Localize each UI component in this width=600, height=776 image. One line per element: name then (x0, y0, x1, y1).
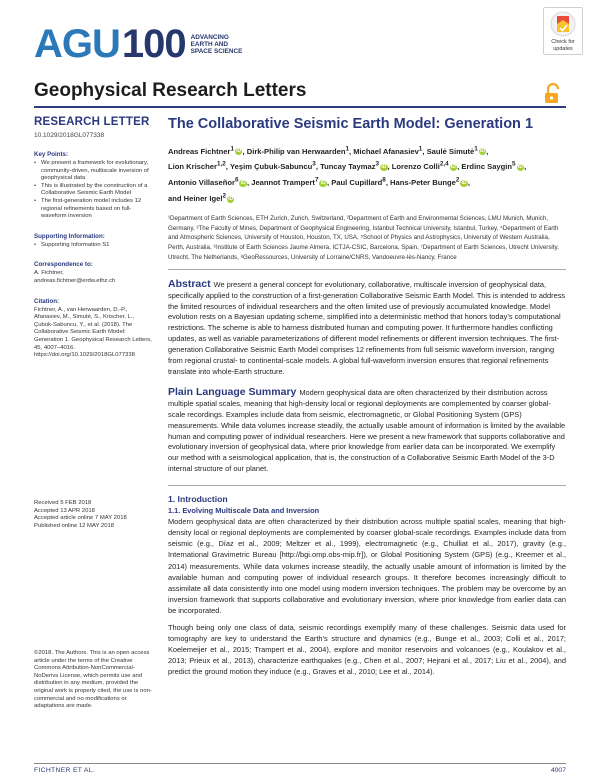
author: Dirk-Philip van Herwaarden$^1$, (246, 145, 354, 156)
author: Paul Cupillard$^8$, (331, 176, 391, 188)
author (168, 194, 234, 203)
author-name: Yeşim Çubuk-Sabuncu (230, 162, 313, 172)
supporting-info-list (34, 242, 152, 250)
footer-author: FICHTNER ET AL. (34, 767, 96, 774)
plain-language-summary (168, 386, 566, 475)
key-points-list (34, 160, 152, 221)
citation-heading: Citation: (34, 297, 60, 305)
section-heading-introduction: 1. Introduction (168, 494, 228, 505)
supporting-info-heading: Supporting Information: (34, 232, 105, 240)
pls-heading: Plain Language Summary (168, 385, 297, 398)
logo-tagline (191, 34, 243, 55)
check-updates-label (551, 39, 575, 52)
author-affil-sup: 1 (230, 145, 234, 152)
article-title: The Collaborative Seismic Earth Model: Generation 1 (168, 116, 534, 132)
author: Antonio Villaseñor$^6$ iD, (168, 176, 252, 188)
author-affil-sup: 1 (345, 145, 349, 152)
supporting-info-link[interactable]: • Supporting Information S1 (34, 242, 152, 250)
affiliations: ¹Department of Earth Sciences, ETH Zurich, Zurich, Switzerland, ²Department of Earth and Environmental Sciences, LMU Munich, Munich, Germany, ³The Faculty of Mines, Department of Geophysical Engineering, Istanbul Technical University, Istanbul, Turkey, ⁴Department of Earth and Atmospheric Sciences, University of Houston, Houston, TX, USA, ⁵School of Physics and Astrophysics, University of Western Australia, Perth, Australia, ⁶Institute of Earth Sciences Jaume Almera, ICTJA-CSIC, Barcelona, Spain, ⁷Department of Earth Sciences, Utrecht University, Utrecht, The Netherlands, ⁸GeoRessources, University of Lorraine/CNRS, Vandoeuvre-lès-Nancy, France (168, 214, 559, 261)
author: Tuncay Taymaz$^3$ iD, (320, 160, 392, 172)
open-access-lock-icon (541, 82, 565, 106)
author-list (168, 142, 566, 206)
key-point: • The first-generation model includes 12 regional refinements based on full-waveform inversion (34, 198, 152, 221)
article-dates (34, 498, 152, 530)
date-accepted-online: Accepted article online 7 MAY 2018 (34, 515, 127, 522)
logo-tagline-line: SPACE SCIENCE (190, 47, 243, 55)
date-published: Published online 12 MAY 2018 (34, 522, 115, 529)
key-points-heading: Key Points: (34, 151, 69, 158)
author-affil-sup: 1,2 (216, 160, 226, 168)
abstract-text: We present a general concept for evolutionary, collaborative, multiscale inversion of geophysical data, specifically applied to the construction of a first-generation Collaborative Seismic Earth Model. This is intended to address the limited resources of individual researchers and the often limited use of previously accumulated knowledge. Model evolution rests on a Bayesian updating scheme, simplified into a deterministic method that honors today’s computational restrictions. The scheme is able to harness distributed human and computing power. It furthermore handles conflicting updates, as well as variable parameterizations of different model refinements or different inversion techniques. The first-generation Collaborative Seismic Earth Model comprises 12 refinements from full seismic waveform inversion, ranging from regional crustal- to continental-scale models. A global full-waveform inversion ensures that regional refinements translate into whole-Earth structure. (168, 279, 566, 376)
orcid-icon[interactable]: iD (461, 179, 467, 186)
key-point: • This is illustrated by the construction of a Collaborative Seismic Earth Model (34, 183, 152, 198)
article-main (168, 116, 566, 677)
pls-text: Modern geophysical data are often characterized by their distribution across multiple spatial scales, meaning that high-density local or regional deployments are complemented by coarser global-scale recordings. Examples include data from seismic, electromagnetic, or Global Positioning System (GPS) measurements. While data volumes increase steadily, the actually usable amount of information is limited by the available human and computing power of individual researchers. Here we present a new framework that supports collaborative and evolutionary inversion of geophysical data, where prior knowledge from earlier data can be incorporated. We exemplify our method with a seismological application, that is, the construction of a Collaborative Seismic Earth Model of the 3-D internal structure of our planet. (168, 387, 566, 474)
author: Andreas Fichtner$^1$ iD, (168, 145, 247, 156)
header-divider (34, 106, 566, 108)
author-name: Saulė Simutė (426, 146, 475, 156)
author-affil-sup: 2 (455, 176, 460, 184)
subsection-heading: 1.1. Evolving Multiscale Data and Inversion (168, 506, 320, 516)
agu100-logo (34, 24, 242, 64)
author-affil-sup: 1 (474, 145, 478, 152)
summary-divider (168, 485, 566, 486)
logo-100-text: 100 (121, 22, 186, 66)
orcid-icon[interactable]: iD (517, 163, 523, 170)
abstract (168, 278, 566, 378)
author-name: Andreas Fichtner (168, 146, 231, 156)
author-affil-sup: 5 (512, 160, 516, 168)
affiliations-divider (168, 269, 566, 270)
check-updates-line: Check for (551, 39, 575, 45)
logo-tagline-line: ADVANCING (190, 33, 229, 41)
orcid-icon[interactable]: iD (236, 147, 242, 154)
copyright-notice: ©2018. The Authors. This is an open access article under the terms of the Creative Commons Attribution-NonCommercial-NoDerivs License, which permits use and distribution in any medium, provided the original work is properly cited, the use is non-commercial and no modifications or adaptations are made. (34, 650, 152, 710)
orcid-icon[interactable]: iD (240, 179, 246, 186)
author-name: Lion Krischer (168, 162, 217, 172)
author-affil-sup: 1 (418, 145, 423, 152)
sidebar (34, 116, 152, 360)
author-name: Erdinc Saygin (461, 162, 513, 172)
article-type: RESEARCH LETTER (34, 116, 150, 128)
orcid-icon[interactable]: iD (228, 195, 234, 202)
author-affil-sup: 3 (375, 160, 380, 168)
citation-text: Fichtner, A., van Herwaarden, D.-P., Afanasiev, M., Simutė, S., Krischer, L., Çubuk-Sabuncu, Y., et al. (2018). The Collaborative Seismic Earth Model: Generation 1. Geophysical Research Letters, 45, 4007–4016. https://doi.org/10.1029/2018GL077338 (34, 306, 152, 359)
orcid-icon[interactable]: iD (450, 163, 456, 170)
author-affil-sup: 7 (314, 176, 319, 184)
correspondence-email[interactable]: andreas.fichtner@erdw.ethz.ch (34, 277, 116, 284)
author-name: Tuncay Taymaz (320, 162, 376, 172)
date-received: Received 5 FEB 2018 (34, 500, 92, 506)
footer-divider (34, 763, 566, 764)
author: Yeşim Çubuk-Sabuncu$^3$, (230, 160, 321, 172)
author: Saulė Simutė$^1$ iD, (426, 145, 489, 156)
author: Lorenzo Colli$^{2,4}$ iD, (391, 160, 462, 172)
orcid-icon[interactable]: iD (320, 179, 326, 186)
author-affil-sup: 2 (222, 192, 226, 200)
crossmark-icon (550, 11, 576, 37)
doi: 10.1029/2018GL077338 (34, 132, 105, 139)
body-paragraph: Though being only one class of data, seismic recordings exemplify many of these challenges. Seismic data used for tomography are key to understand the Earth’s structure and dynamics (e.g., Bunge et al., 2003; Colli et al., 2017; Koelemeijer et al., 2015; Trampert et al., 2004), explore and monitor reservoirs and volcanoes (e.g., Koulakov et al., 2013; Prieux et al., 2013), characterize earthquakes (e.g., Chen et al., 2007; Hejrani et al., 2017; Liu et al., 2004), and predict the ground motion they induce (e.g., Graves et al., 2010; Lee et al., 2014). (168, 622, 566, 677)
author-name: Dirk-Philip van Herwaarden (246, 146, 346, 156)
author: Lion Krischer$^{1,2}$, (168, 160, 230, 172)
logo-tagline-line: EARTH AND (190, 40, 229, 48)
author: Jeannot Trampert$^7$ iD, (251, 176, 332, 188)
key-point: • We present a framework for evolutionary, community-driven, multiscale inversion of geophysical data (34, 160, 152, 183)
author-name: Paul Cupillard (331, 178, 383, 188)
author-name: Antonio Villaseñor (168, 178, 235, 188)
author-name: Hans-Peter Bunge (390, 178, 456, 188)
abstract-heading: Abstract (168, 277, 211, 290)
logo-agu-text: AGU (34, 22, 120, 66)
author-name: and Heiner Igel (168, 194, 223, 204)
journal-title: Geophysical Research Letters (34, 80, 307, 101)
orcid-icon[interactable]: iD (480, 147, 486, 154)
author-name: Jeannot Trampert (251, 178, 315, 188)
author-affil-sup: 2,4 (439, 160, 449, 168)
author-affil-sup: 8 (382, 176, 386, 184)
date-accepted: Accepted 13 APR 2018 (34, 507, 95, 514)
correspondence-heading: Correspondence to: (34, 261, 93, 269)
author-affil-sup: 6 (234, 176, 239, 184)
page-number: 4007 (550, 767, 566, 774)
check-updates-line: updates (553, 45, 573, 52)
author: Erdinc Saygin$^5$ iD, (461, 160, 527, 172)
orcid-icon[interactable]: iD (381, 163, 387, 170)
correspondence-name: A. Fichtner, (34, 270, 64, 277)
check-for-updates-button[interactable] (543, 7, 583, 55)
author: Hans-Peter Bunge$^2$ iD, (390, 176, 471, 188)
body-paragraph: Modern geophysical data are often characterized by their distribution across multiple spatial scales, meaning that high-density local or regional deployments are complemented by coarser global-scale recordings. Examples include data from seismic (e.g., Díaz et al., 2009; Meltzer et al., 1999), electromagnetic (e.g., Chulliat et al., 2017), gravity (e.g., International Gravimetric Bureau [http://bgi.omp.obs-mip.fr]), or Global Positioning System (GPS) (e.g., Kreemer et al., 2014) measurements. While data volumes increase steadily, the actually usable amount of information is limited by the available human and computing power of individual research groups. It therefore becomes increasingly difficult to assimilate all data consistently into one model using modern inversion techniques. The problem may be overcome by an inversion framework that supports collaborative and evolutionary inversion, where prior knowledge from earlier data can be incorporated. (168, 517, 566, 615)
author-name: Michael Afanasiev (353, 146, 419, 156)
author-affil-sup: 3 (312, 160, 316, 168)
author: Michael Afanasiev$^1$, (353, 145, 427, 156)
author-name: Lorenzo Colli (391, 162, 440, 172)
